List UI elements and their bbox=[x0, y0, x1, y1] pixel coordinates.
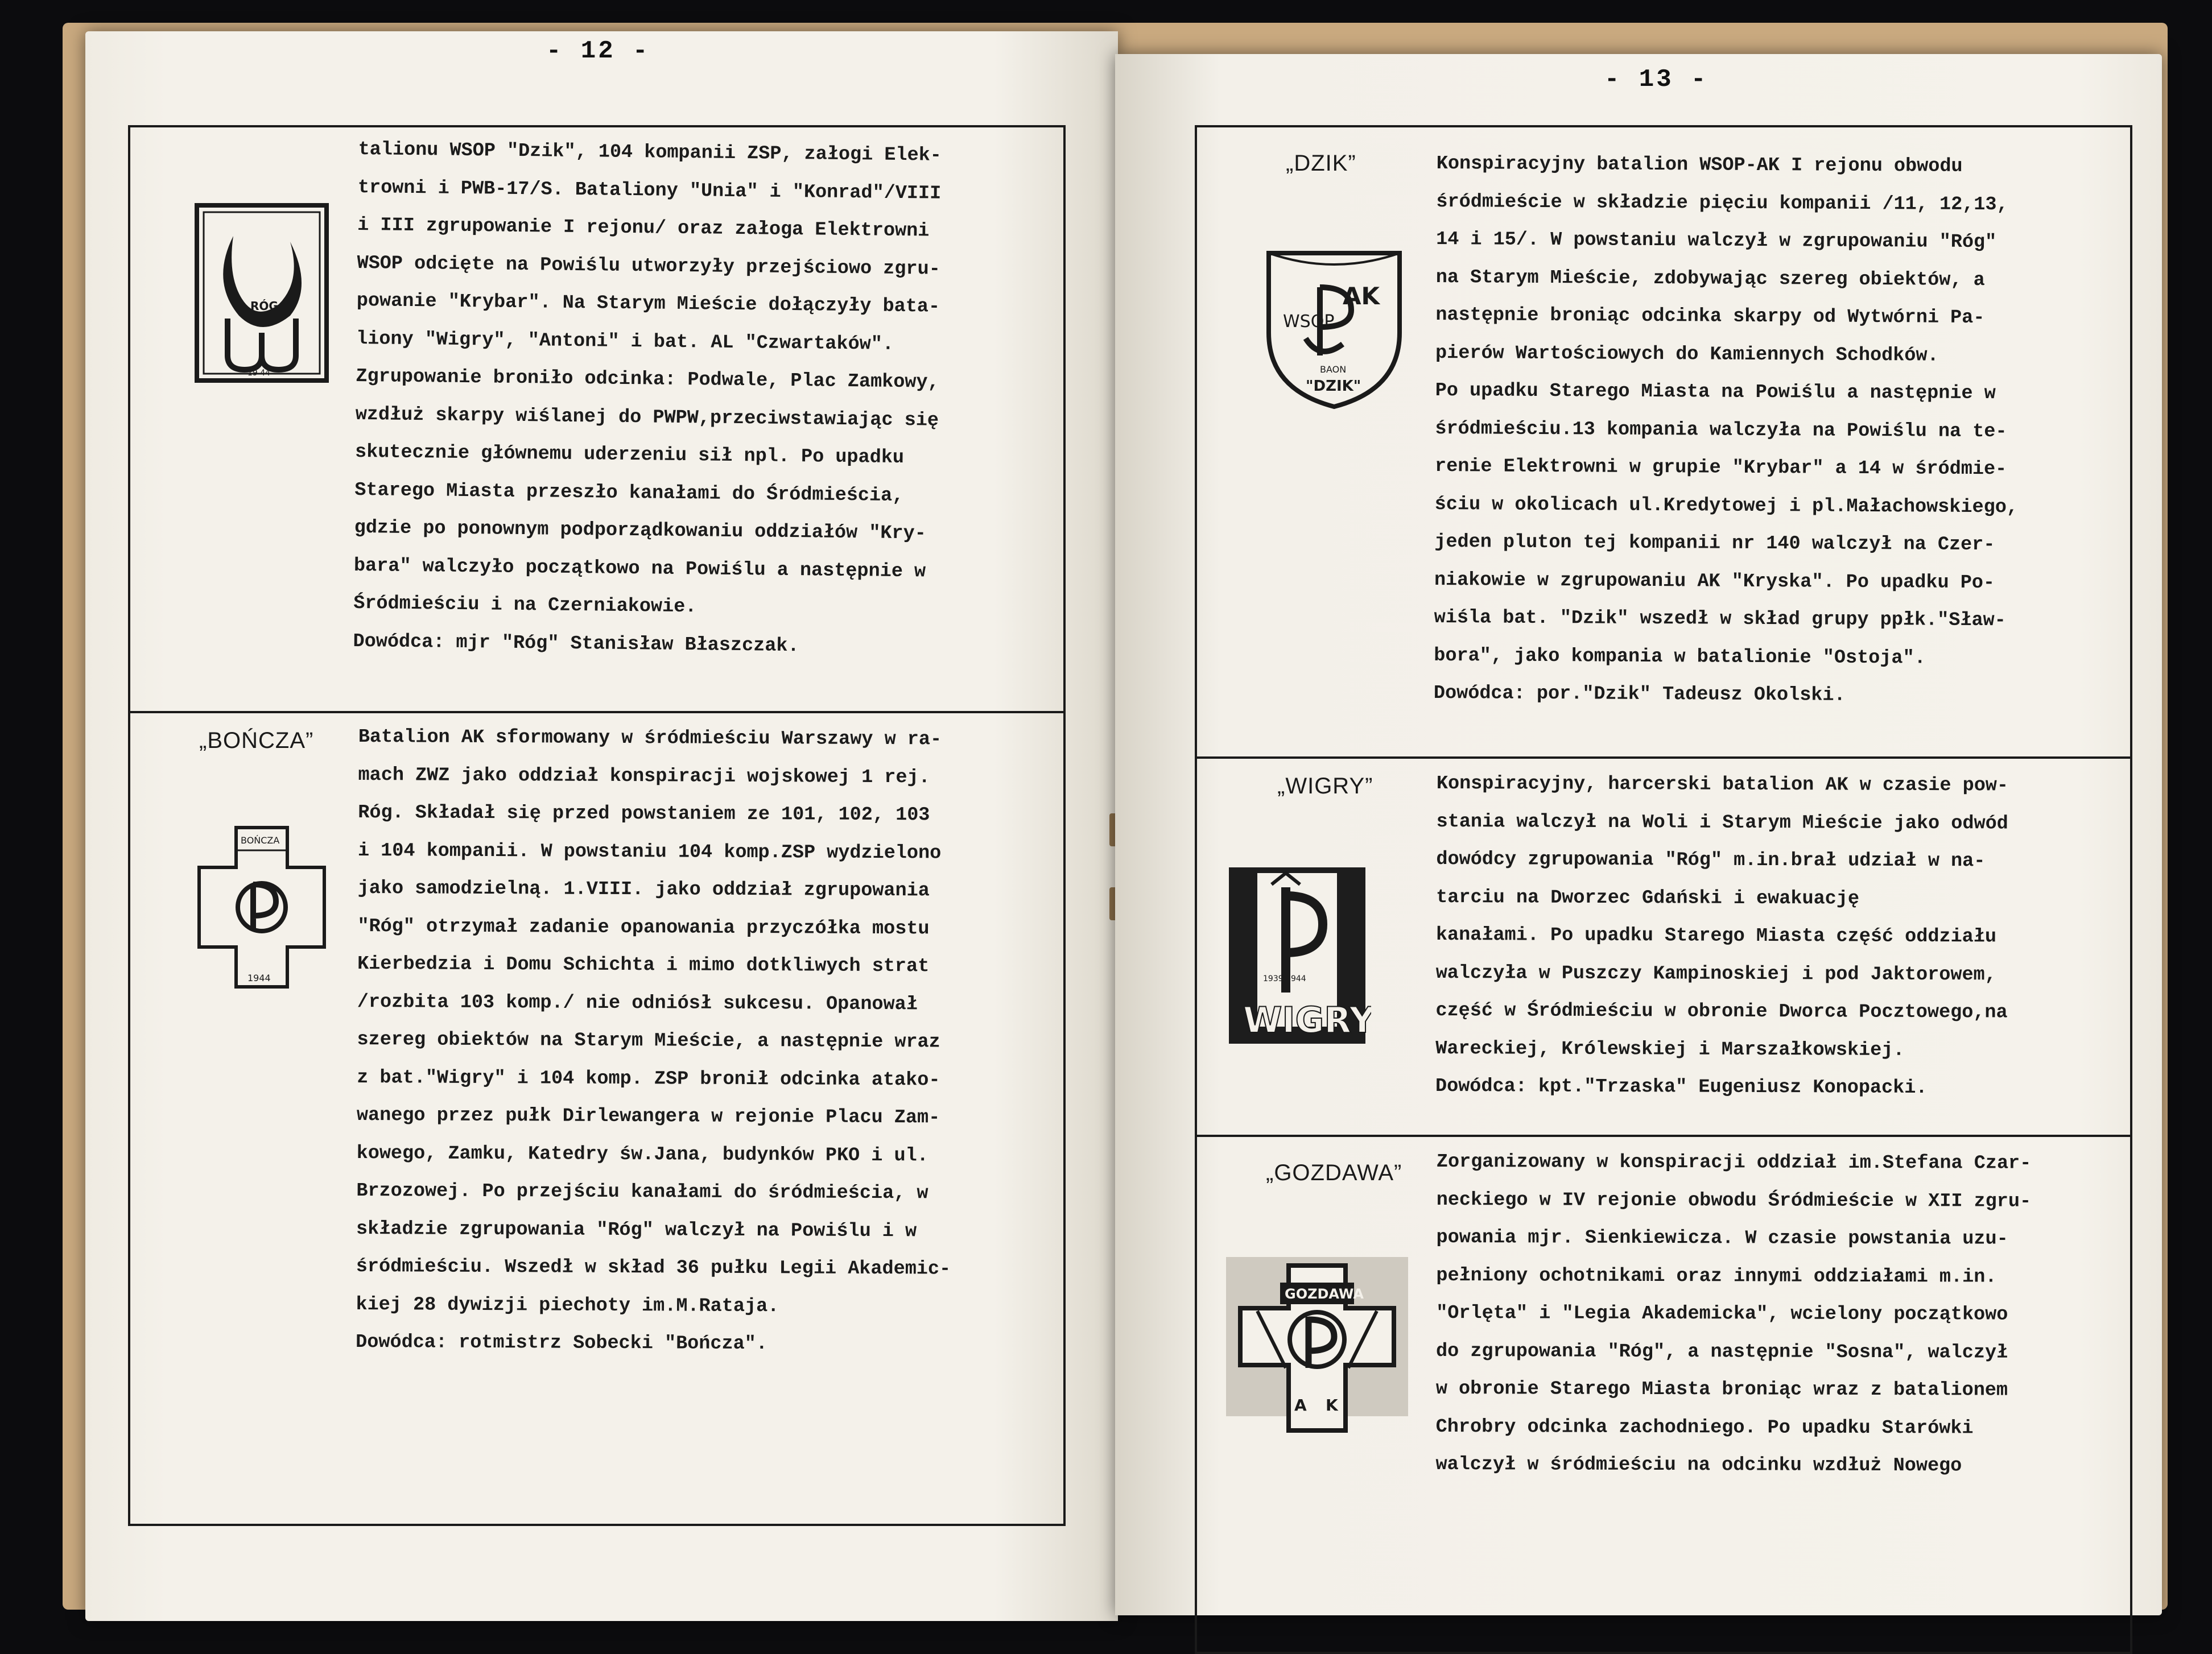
text-line: /rozbita 103 komp./ nie odniósł sukcesu. Opanował bbox=[357, 991, 918, 1015]
dzik-shield-badge-icon bbox=[1257, 242, 1411, 415]
wigry-anchor-badge-icon bbox=[1223, 856, 1371, 1052]
entry-divider bbox=[128, 711, 1063, 713]
page-number: - 13 - bbox=[1604, 65, 1708, 94]
text-line: liony "Wigry", "Antoni" i bat. AL "Czwartaków". bbox=[356, 328, 894, 355]
entry-rog-text bbox=[353, 131, 942, 667]
text-line: Chrobry odcinka zachodniego. Po upadku Starówki bbox=[1435, 1416, 1974, 1439]
svg-text:K: K bbox=[1326, 1396, 1338, 1415]
text-line: 14 i 15/. W powstaniu walczył w zgrupowaniu "Róg" bbox=[1436, 228, 1997, 254]
text-line: "Orlęta" i "Legia Akademicka", wcielony początkowo bbox=[1436, 1302, 2008, 1326]
text-line: śródmieście w składzie pięciu kompanii /11, 12,13, bbox=[1436, 191, 2008, 216]
right-page bbox=[1115, 54, 2162, 1615]
text-line: śródmieściu.13 kompania walczyła na Powiślu na te- bbox=[1435, 417, 2007, 443]
text-line: Konspiracyjny batalion WSOP-AK I rejonu obwodu bbox=[1436, 152, 1963, 177]
text-line: powanie "Krybar". Na Starym Mieście dołączyły bata- bbox=[356, 290, 940, 318]
text-line: trowni i PWB-17/S. Bataliony "Unia" i "Konrad"/VIII bbox=[357, 176, 942, 205]
text-line: na Starym Mieście, zdobywając szereg obiektów, a bbox=[1435, 266, 1985, 291]
text-line: pełniony ochotnikami oraz innymi oddziałami m.in. bbox=[1436, 1264, 1997, 1288]
text-line: śródmieściu. Wszedł w skład 36 pułku Legii Akademic- bbox=[356, 1255, 951, 1280]
svg-text:1939 1944: 1939 1944 bbox=[1263, 974, 1306, 983]
entry-gozdawa-text bbox=[1435, 1143, 2031, 1485]
entry-name-gozdawa: „GOZDAWA” bbox=[1266, 1160, 1402, 1185]
text-line: wzdłuż skarpy wiślanej do PWPW,przeciwstawiając się bbox=[355, 403, 939, 432]
text-line: kanałami. Po upadku Starego Miasta część oddziału bbox=[1435, 924, 1997, 948]
text-line: ściu w okolicach ul.Kredytowej i pl.Małachowskiego, bbox=[1434, 493, 2019, 518]
text-line: Batalion AK sformowany w śródmieściu Warszawy w ra- bbox=[358, 726, 942, 751]
entry-divider bbox=[1195, 1135, 2130, 1137]
svg-text:"DZIK": "DZIK" bbox=[1306, 378, 1361, 395]
text-line: następnie broniąc odcinka skarpy od Wytwórni Pa- bbox=[1435, 304, 1985, 329]
svg-text:RÓG: RÓG bbox=[250, 299, 278, 313]
svg-text:A: A bbox=[1294, 1396, 1307, 1415]
svg-text:19 44: 19 44 bbox=[247, 369, 271, 378]
text-line: jako samodzielną. 1.VIII. jako oddział zgrupowania bbox=[357, 877, 930, 902]
text-line: Śródmieściu i na Czerniakowie. bbox=[353, 592, 697, 618]
svg-text:WSOP: WSOP bbox=[1283, 312, 1335, 332]
text-line: w obronie Starego Miasta broniąc wraz z batalionem bbox=[1435, 1378, 2008, 1401]
text-line: Wareckiej, Królewskiej i Marszałkowskiej. bbox=[1435, 1037, 1905, 1061]
text-line: WSOP odcięte na Powiślu utworzyły przejściowo zgru- bbox=[357, 252, 940, 280]
text-line: część w Śródmieściu w obronie Dworca Pocztowego,na bbox=[1435, 999, 2008, 1024]
text-line: powania mjr. Sienkiewicza. W czasie powstania uzu- bbox=[1436, 1226, 2008, 1250]
text-line: i III zgrupowanie I rejonu/ oraz załoga Elektrowni bbox=[357, 214, 930, 242]
svg-text:BOŃCZA: BOŃCZA bbox=[241, 835, 280, 846]
text-line: kiej 28 dywizji piechoty im.M.Rataja. bbox=[356, 1293, 779, 1317]
text-line: tarciu na Dworzec Gdański i ewakuację bbox=[1436, 886, 1860, 910]
text-line: z bat."Wigry" i 104 komp. ZSP bronił odcinka atako- bbox=[357, 1066, 940, 1091]
boncza-cross-badge-icon bbox=[191, 816, 333, 1001]
svg-text:GOZDAWA: GOZDAWA bbox=[1285, 1286, 1364, 1302]
svg-text:1944: 1944 bbox=[247, 973, 271, 983]
text-line: wiśla bat. "Dzik" wszedł w skład grupy ppłk."Sław- bbox=[1434, 606, 2006, 632]
text-line: "Róg" otrzymał zadanie opanowania przyczółka mostu bbox=[357, 915, 930, 940]
svg-text:AK: AK bbox=[1343, 282, 1380, 310]
text-line: kowego, Zamku, Katedry św.Jana, budynków PKO i ul. bbox=[356, 1142, 928, 1167]
text-line: szereg obiektów na Starym Mieście, a następnie wraz bbox=[357, 1028, 940, 1053]
text-line: neckiego w IV rejonie obwodu Śródmieście w XII zgru- bbox=[1436, 1189, 2032, 1213]
text-line: mach ZWZ jako oddział konspiracji wojskowej 1 rej. bbox=[358, 764, 930, 788]
text-line: do zgrupowania "Róg", a następnie "Sosna", walczył bbox=[1435, 1340, 2008, 1364]
text-line: Konspiracyjny, harcerski batalion AK w czasie pow- bbox=[1436, 772, 2009, 797]
svg-text:WIGRY: WIGRY bbox=[1243, 999, 1371, 1041]
entry-name-boncza: „BOŃCZA” bbox=[199, 728, 314, 753]
text-line: stania walczył na Woli i Starym Mieście jako odwód bbox=[1436, 811, 2008, 835]
rog-ak-emblem-icon bbox=[193, 202, 330, 387]
entry-name-wigry: „WIGRY” bbox=[1277, 774, 1373, 799]
text-line: walczyła w Puszczy Kampinoskiej i pod Jaktorowem, bbox=[1435, 962, 1996, 986]
svg-text:AK: AK bbox=[246, 264, 285, 293]
text-line: talionu WSOP "Dzik", 104 kompanii ZSP, załogi Elek- bbox=[358, 138, 942, 167]
entry-name-dzik: „DZIK” bbox=[1286, 151, 1356, 176]
text-line: jeden pluton tej kompanii nr 140 walczył na Czer- bbox=[1434, 531, 1995, 556]
page-number: - 12 - bbox=[546, 37, 650, 65]
text-line: Kierbedzia i Domu Schichta i mimo dotkliwych strat bbox=[357, 953, 930, 978]
text-line: Starego Miasta przeszło kanałami do Śródmieścia, bbox=[354, 479, 904, 507]
text-line: składzie zgrupowania "Róg" walczył na Powiślu i w bbox=[356, 1218, 917, 1242]
text-line: renie Elektrowni w grupie "Krybar" a 14 w śródmie- bbox=[1434, 455, 2007, 481]
text-line: Dowódca: por."Dzik" Tadeusz Okolski. bbox=[1433, 682, 1846, 706]
text-line: dowódcy zgrupowania "Róg" m.in.brał udział w na- bbox=[1436, 848, 1986, 873]
entry-wigry-text bbox=[1435, 765, 2008, 1107]
text-line: i 104 kompanii. W powstaniu 104 komp.ZSP wydzielono bbox=[357, 840, 942, 864]
gozdawa-cross-badge-icon bbox=[1223, 1254, 1411, 1445]
text-line: Dowódca: mjr "Róg" Stanisław Błaszczak. bbox=[353, 630, 799, 657]
text-line: bara" walczyło początkowo na Powiślu a następnie w bbox=[353, 555, 926, 582]
text-line: Zorganizowany w konspiracji oddział im.Stefana Czar- bbox=[1436, 1151, 2032, 1175]
text-line: gdzie po ponownym podporządkowaniu oddziałów "Kry- bbox=[354, 516, 927, 545]
text-line: bora", jako kompania w batalionie "Ostoja". bbox=[1434, 644, 1926, 669]
text-line: Dowódca: kpt."Trzaska" Eugeniusz Konopacki. bbox=[1435, 1075, 1928, 1099]
entry-divider bbox=[1195, 756, 2130, 759]
text-line: niakowie w zgrupowaniu AK "Kryska". Po upadku Po- bbox=[1434, 569, 1995, 594]
text-line: Po upadku Starego Miasta na Powiślu a następnie w bbox=[1435, 379, 1996, 405]
entry-dzik-text bbox=[1434, 145, 2020, 716]
text-line: pierów Wartościowych do Kamiennych Schodków. bbox=[1435, 342, 1939, 367]
text-line: Dowódca: rotmistrz Sobecki "Bończa". bbox=[356, 1331, 768, 1355]
svg-text:BAON: BAON bbox=[1320, 364, 1347, 375]
text-line: Brzozowej. Po przejściu kanałami do śródmieścia, w bbox=[356, 1180, 928, 1205]
text-line: wanego przez pułk Dirlewangera w rejonie Placu Zam- bbox=[356, 1104, 940, 1129]
entry-boncza-text bbox=[356, 718, 953, 1364]
text-line: Róg. Składał się przed powstaniem ze 101, 102, 103 bbox=[358, 801, 930, 826]
text-line: Zgrupowanie broniło odcinka: Podwale, Plac Zamkowy, bbox=[356, 365, 939, 394]
text-line: skutecznie głównemu uderzeniu sił npl. Po upadku bbox=[354, 441, 905, 469]
left-page bbox=[85, 31, 1118, 1621]
text-line: walczył w śródmieściu na odcinku wzdłuż Nowego bbox=[1435, 1453, 1962, 1477]
